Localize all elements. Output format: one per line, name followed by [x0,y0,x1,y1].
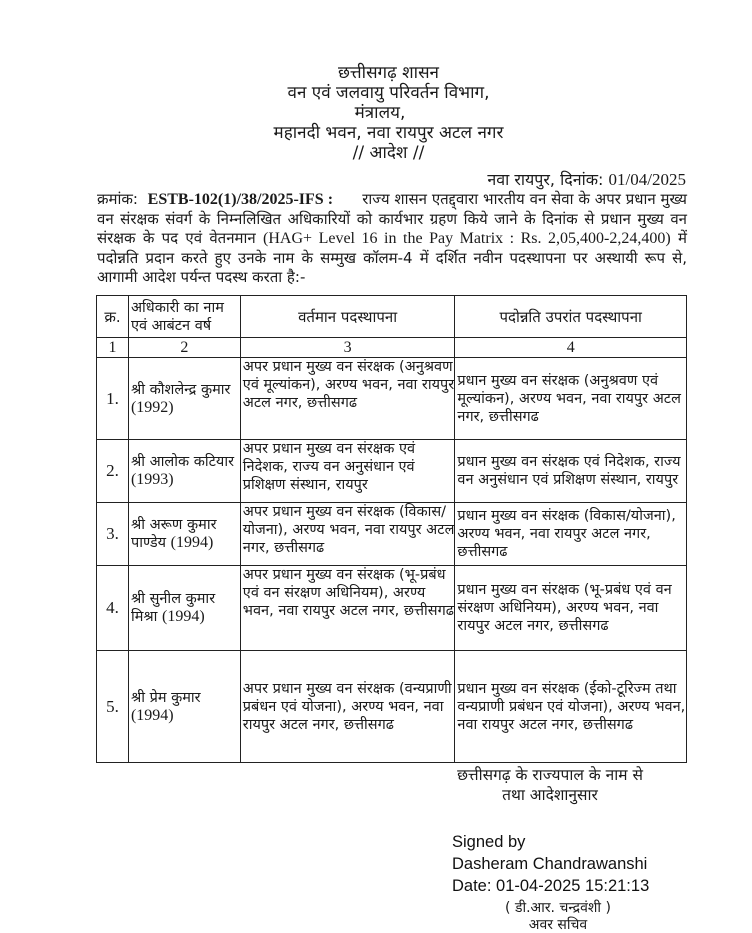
closing-line-1: छत्तीसगढ़ के राज्यपाल के नाम से [457,766,643,784]
current-posting: अपर प्रधान मुख्य वन संरक्षक (भू-प्रबंध एवं वन संरक्षण अधिनियम), अरण्य भवन, नवा रायपुर अटल नगर, छत्तीसगढ [240,566,455,651]
place-date-line [487,170,686,190]
table-row [97,566,687,651]
new-posting: प्रधान मुख्य वन संरक्षक (ईको-टूरिज्म तथा वन्यप्राणी प्रबंधन एवं योजना), अरण्य भवन, नवा रायपुर अटल नगर, छत्तीसगढ [455,651,687,763]
office-address: महानदी भवन, नवा रायपुर अटल नगर [273,123,504,143]
signer-designation: अवर सचिव [528,917,588,933]
table-row [97,358,687,440]
allotment-year: (1992) [130,398,174,416]
current-posting: अपर प्रधान मुख्य वन संरक्षक (अनुश्रवण एवं मूल्यांकन), अरण्य भवन, नवा रायपुर अटल नगर, छत्तीसगढ [240,358,455,440]
signer-block [488,900,628,933]
column-number-row [97,338,687,358]
signer-name: Dasheram Chandrawanshi [452,855,648,873]
new-posting: प्रधान मुख्य वन संरक्षक (भू-प्रबंध एवं वन संरक्षण अधिनियम), अरण्य भवन, नवा रायपुर अटल नगर, छत्तीसगढ [455,566,687,651]
officer-name-cell [128,503,240,566]
allotment-year: (1994) [170,534,214,551]
officer-name: श्री अरूण कुमार पाण्डेय [130,517,217,551]
order-body-text-2: में पदोन्नति प्रदान करते हुए उनके नाम के सम्मुख कॉलम-4 में दर्शित नवीन पदस्थापना पर अस्थायी रूप से, आगामी आदेश पर्यन्त पदस्थ करता है:- [97,229,687,286]
current-posting: अपर प्रधान मुख्य वन संरक्षक (विकास/योजना), अरण्य भवन, नवा रायपुर अटल नगर, छत्तीसगढ [240,503,455,566]
allotment-year: (1994) [162,608,205,625]
document-header [0,63,752,163]
order-date: 01/04/2025 [608,170,686,189]
serial-no: 4. [97,566,129,651]
order-body-text-1: राज्य शासन एतद्द्वारा भारतीय वन सेवा के अपर प्रधान मुख्य वन संरक्षक संवर्ग के निम्नलिखित अधिकारियों को कार्यभार ग्रहण किये जाने के दिनांक से प्रधान मुख्य वन संरक्षक के पद एवं वेतनमान [97,190,687,247]
new-posting: प्रधान मुख्य वन संरक्षक (अनुश्रवण एवं मूल्यांकन), अरण्य भवन, नवा रायपुर अटल नगर, छत्तीसगढ [455,358,687,440]
table-row [97,440,687,503]
pay-matrix-text: (HAG+ Level 16 in the Pay Matrix : Rs. 2,05,400-2,24,400) [263,230,671,247]
column-number: 2 [128,338,240,358]
table-row [97,651,687,763]
place-label: नवा रायपुर, दिनांक: [487,170,604,189]
ministry-label: मंत्रालय, [354,103,406,123]
officer-name-cell [128,651,240,763]
promotion-table [96,295,687,763]
department-name: वन एवं जलवायु परिवर्तन विभाग, [287,83,490,103]
signer-name-hindi: ( डी.आर. चन्द्रवंशी ) [505,900,611,916]
serial-no: 5. [97,651,129,763]
header-officer-name: अधिकारी का नाम एवं आबंटन वर्ष [128,296,240,338]
reference-number: ESTB-102(1)/38/2025-IFS : [147,191,334,208]
signed-by-label: Signed by [452,833,526,851]
officer-name: श्री आलोक कटियार [130,454,235,470]
government-name: छत्तीसगढ़ शासन [338,63,439,83]
new-posting: प्रधान मुख्य वन संरक्षक एवं निदेशक, राज्य वन अनुसंधान एवं प्रशिक्षण संस्थान, रायपुर [455,440,687,503]
allotment-year: (1993) [130,471,174,488]
officer-name-cell [128,358,240,440]
column-number: 4 [455,338,687,358]
current-posting: अपर प्रधान मुख्य वन संरक्षक एवं निदेशक, राज्य वन अनुसंधान एवं प्रशिक्षण संस्थान, रायपुर [240,440,455,503]
column-number: 3 [240,338,455,358]
serial-no: 2. [97,440,129,503]
signature-date-value: 01-04-2025 15:21:13 [496,877,650,895]
table-row [97,503,687,566]
closing-authority [430,765,670,805]
allotment-year: (1994) [130,706,174,724]
officer-name: श्री सुनील कुमार मिश्रा [130,591,216,625]
officer-name: श्री कौशलेन्द्र कुमार [130,381,231,398]
signature-date-label: Date: [452,877,492,895]
order-title: // आदेश // [352,143,425,163]
digital-signature-block [452,831,649,897]
current-posting: अपर प्रधान मुख्य वन संरक्षक (वन्यप्राणी प्रबंधन एवं योजना), अरण्य भवन, नवा रायपुर अटल नगर, छत्तीसगढ [240,651,455,763]
header-serial-no: क्र. [97,296,129,338]
closing-line-2: तथा आदेशानुसार [502,786,598,804]
signature-date [452,875,649,897]
column-number: 1 [97,338,129,358]
serial-no: 1. [97,358,129,440]
officer-name: श्री प्रेम कुमार [130,689,201,706]
header-current-posting: वर्तमान पदस्थापना [240,296,455,338]
officer-name-cell [128,566,240,651]
officer-name-cell [128,440,240,503]
order-paragraph [97,190,687,288]
header-new-posting: पदोन्नति उपरांत पदस्थापना [455,296,687,338]
new-posting: प्रधान मुख्य वन संरक्षक (विकास/योजना), अरण्य भवन, नवा रायपुर अटल नगर, छत्तीसगढ [455,503,687,566]
table-header-row [97,296,687,338]
serial-no: 3. [97,503,129,566]
reference-label: क्रमांक: [97,190,138,208]
